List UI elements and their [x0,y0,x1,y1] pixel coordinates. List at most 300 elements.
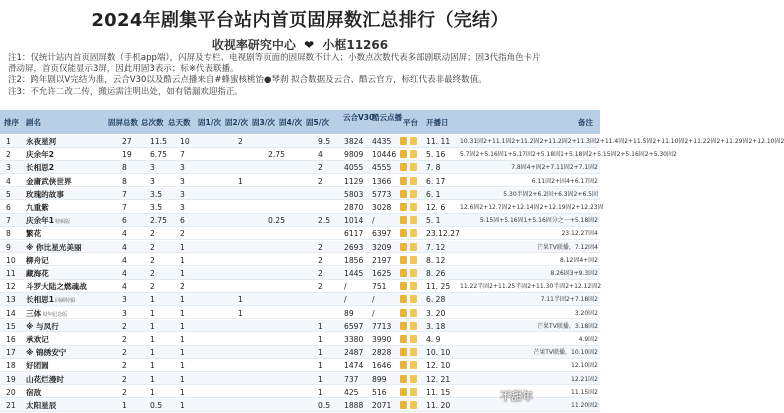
platform-icon [410,335,417,343]
date-cell: 6. 1 [426,189,441,199]
table-row [0,293,600,306]
platform-icon [410,322,417,330]
total-cell: 2 [122,335,127,344]
remark-cell: 5.15固+5.16固1+5.16固分之一+5.18固2 [479,217,598,225]
v30-cell: 2487 [344,348,364,358]
rank-cell: 14 [6,308,16,318]
table-row [0,307,600,320]
platform-icon [400,256,407,264]
v30-cell: 9809 [344,150,364,160]
date-cell: 11. 20 [426,401,451,410]
total-cell: 8 [122,176,127,186]
table-row [0,254,600,267]
total-cell: 19 [122,150,132,160]
ky-cell: 5773 [372,189,392,199]
ky-cell: 751 [372,282,387,292]
col-platform: 平台 [403,118,418,127]
total-cell: 8 [122,163,127,173]
v30-cell: 425 [344,387,359,397]
col-total: 固屏总数 [108,118,138,127]
remark-cell: 12.6固2+12.7固2+12.14固2+12.19固2+12.23固 [460,204,604,211]
platform-icon [410,190,417,198]
v30-cell: 1129 [344,176,364,186]
ky-cell: 4555 [372,163,392,173]
v30-cell: 6117 [344,229,364,239]
platform-icon [400,401,407,409]
remark-cell: 4.9固2 [578,336,598,343]
platform-icon [400,216,407,224]
date-cell: 12. 6 [426,203,446,212]
c4-cell: 1 [238,308,243,318]
date-cell: 5. 16 [426,150,446,160]
v30-cell: 6597 [344,321,364,331]
platform-icon [400,163,407,171]
col-c5: 固5/次 [306,118,329,127]
c6-cell: 2 [318,282,323,292]
platform-icon [410,269,417,277]
platform-icon [410,401,417,409]
remark-cell: 8.12固4+固2 [559,256,598,264]
date-cell: 12. 10 [426,361,451,371]
name-cell: 藏海花 [26,269,49,278]
v30-cell: 1888 [344,401,364,410]
platform-icon [400,335,407,343]
date-cell: 11. 11 [426,137,451,146]
date-cell: 5. 1 [426,216,441,226]
times-cell: 1 [150,374,155,384]
rank-cell: 19 [6,374,16,384]
table-row [0,201,604,214]
name-cell: 庆余年1特辑版 [26,216,71,226]
rank-cell: 17 [6,348,16,358]
ky-cell: / [372,216,375,226]
rank-cell: 12 [6,282,16,292]
col-days: 总天数 [168,118,191,127]
total-cell: 6 [122,216,127,226]
platform-icon [400,243,407,251]
name-cell: 繁花 [26,229,42,239]
col-name: 剧名 [26,118,41,127]
v30-cell: 737 [344,374,359,384]
ky-cell: 7713 [372,321,392,331]
ky-cell: 1366 [372,176,392,186]
times-cell: 1 [150,308,155,318]
total-cell: 2 [122,361,127,371]
remark-cell: 12.10固2 [571,362,598,370]
platform-icon [400,348,407,356]
rank-cell: 2 [6,150,11,160]
name-cell: 九重紫 [26,203,49,212]
days-cell: 2 [180,282,185,292]
days-cell: 7 [180,150,185,160]
days-cell: 3 [180,189,185,199]
days-cell: 3 [180,176,185,186]
platform-icon [410,203,417,211]
platform-icon [400,177,407,185]
date-cell: 6. 17 [426,176,446,186]
name-cell: 斗罗大陆之燃魂战 [26,282,87,292]
c6-cell: 2 [318,163,323,173]
platform-icon [410,216,417,224]
platform-icon [400,388,407,396]
c6-cell: 2 [318,242,323,252]
rank-cell: 4 [6,176,11,186]
name-tag: 特辑版 [55,219,71,226]
remark-cell: 5.7固2+5.16固1+5.17固2+5.18固1+5.18固2+5.15固2+5.16固2+5.30固2 [460,151,677,159]
name-cell: 庆余年2 [26,150,55,160]
heart-icon: ❤ [304,38,315,52]
ky-cell: 1625 [372,269,392,278]
total-cell: 4 [122,269,127,278]
name-cell: 金庸武侠世界 [26,176,72,186]
col-c1: 固1/次 [198,118,221,127]
c6-cell: 0.5 [318,401,331,410]
name-cell: ※ 你比星光美丽 [26,242,82,252]
date-cell: 10. 10 [426,348,451,358]
ky-cell: 2828 [372,348,392,358]
notes [8,53,594,98]
rank-cell: 8 [6,229,11,239]
total-cell: 3 [122,308,127,318]
c6-cell: 1 [318,374,323,384]
ky-cell: 10446 [372,150,397,160]
name-tag: 周年纪念版 [42,311,68,318]
rank-cell: 13 [6,295,16,305]
rank-cell: 10 [6,255,16,265]
table-row [0,227,600,240]
date-cell: 7. 12 [426,242,446,252]
total-cell: 27 [122,137,132,146]
remark-cell: 12.21固2 [571,375,598,383]
times-cell: 1 [150,335,155,344]
c6-cell: 9.5 [318,137,331,146]
header [0,0,600,109]
ky-cell: 3990 [372,335,392,344]
c4-cell: 2 [238,137,243,146]
page-title: 2024年剧集平台站内首页固屏数汇总排行（完结） [91,10,509,31]
days-cell: 6 [180,216,185,226]
c6-cell: 2 [318,176,323,186]
c6-cell: 2 [318,255,323,265]
c4-cell: 1 [238,295,243,305]
total-cell: 2 [122,374,127,384]
name-cell: 山花烂漫时 [26,374,64,384]
total-cell: 7 [122,189,127,199]
days-cell: 3 [180,163,185,173]
remark-cell: 7.11半固2+7.18固2 [540,296,598,304]
table-row [0,346,600,359]
days-cell: 1 [180,374,185,384]
watermark: 不甜年 [500,390,533,403]
date-cell: 7. 8 [426,163,441,173]
remark-cell: 芒果TV联播，7.12固4 [537,243,598,251]
date-cell: 8. 12 [426,255,446,265]
ky-cell: 3028 [372,203,392,212]
platform-icon [400,282,407,290]
ky-cell: 3209 [372,242,392,252]
remark-cell: 6.11固2+固4+6.17固2 [531,177,598,185]
v30-cell: 1445 [344,269,364,278]
table-row [0,161,600,174]
c6-cell: 1 [318,387,323,397]
date-cell: 3. 18 [426,321,446,331]
rank-cell: 9 [6,242,11,252]
platform-icon [410,375,417,383]
v30-cell: 1856 [344,255,364,265]
c6-cell: 1 [318,335,323,344]
times-cell: 2 [150,255,155,265]
col-times: 总次数 [141,118,164,127]
c5-cell: 2.75 [268,150,285,160]
times-cell: 3 [150,176,155,186]
platform-icon [400,375,407,383]
name-cell: 柳舟记 [26,255,49,265]
platform-icon [400,150,407,158]
rank-cell: 11 [6,269,16,278]
platform-icon [410,243,417,251]
remark-cell: 3.20固2 [574,309,598,317]
ky-cell: / [372,308,375,318]
name-cell: 长相思1回顾特辑 [26,295,76,305]
rank-cell: 15 [6,321,16,331]
name-tag: 回顾特辑 [55,298,76,305]
days-cell: 1 [180,269,185,278]
times-cell: 1 [150,295,155,305]
total-cell: 1 [122,401,127,410]
times-cell: 6.75 [150,150,167,160]
col-date: 开播日 [426,118,449,127]
table-row [0,359,600,372]
days-cell: 10 [180,137,190,146]
total-cell: 3 [122,295,127,305]
ky-cell: 2071 [372,401,392,410]
note-line: 注2：跨年剧以V完结为准，云合V30以及酷云点播来自#蜂蜜核桃饴●琴刹 拟合数据及云合、酷云官方，标红代表非最终数值。 [8,75,487,86]
remark-cell: 芒果TV联播，3.18固2 [537,322,598,330]
days-cell: 1 [180,321,185,331]
times-cell: 1 [150,387,155,397]
col-rank: 排序 [4,118,19,127]
platform-icon [400,229,407,237]
v30-cell: 2693 [344,242,364,252]
date-cell: 12. 21 [426,374,451,384]
days-cell: 1 [180,348,185,358]
times-cell: 0.5 [150,401,163,410]
remark-cell: 23.12.27固4 [561,230,598,238]
rank-cell: 5 [6,189,11,199]
name-cell: 长相思2 [26,163,55,173]
name-cell: ※ 与凤行 [26,321,59,331]
date-cell: 11. 15 [426,387,451,397]
platform-icon [400,295,407,303]
remark-cell: 芒果TV联播，10.10固2 [533,349,598,357]
total-cell: 7 [122,203,127,212]
platform-icon [410,163,417,171]
c6-cell: 1 [318,321,323,331]
note-line: 滑动屏，首页仅能显示3屏，因此用固3表示；标※代表联播。 [8,64,239,75]
table-row [0,320,600,333]
times-cell: 2 [150,242,155,252]
date-cell: 11. 25 [426,282,451,292]
v30-cell: 2870 [344,203,364,212]
remark-cell: 11.15固2 [571,388,598,396]
note-line: 注1：仅统计站内首页固屏数（手机app端），闪屏及专栏、电视剧等页面的固屏数不计入；小数点次数代表多部剧联动固屏；固3代指角色卡片 [8,53,541,63]
c5-cell: 0.25 [268,216,285,226]
handle: 小框11266 [322,38,389,52]
total-cell: 4 [122,282,127,292]
days-cell: 1 [180,255,185,265]
total-cell: 2 [122,321,127,331]
times-cell: 1 [150,321,155,331]
days-cell: 1 [180,335,185,344]
rank-cell: 21 [6,401,16,410]
days-cell: 1 [180,361,185,371]
rank-cell: 16 [6,335,16,344]
c6-cell: 1 [318,348,323,358]
remark-cell: 8.26固3+9.3固2 [550,270,598,277]
platform-icon [400,309,407,317]
ky-cell: 1646 [372,361,392,371]
table-row [0,148,677,161]
platform-icon [400,361,407,369]
table-row [0,188,600,201]
v30-cell: 3380 [344,335,364,344]
days-cell: 3 [180,203,185,212]
date-cell: 3. 20 [426,308,446,318]
times-cell: 3.5 [150,203,163,212]
note-line: 注3：不允许二改二传，搬运需注明出处，如有错漏欢迎指正。 [8,86,243,97]
name-cell: ※ 锦绣安宁 [26,348,67,358]
name-cell: 好团圆 [26,361,49,371]
ranking-table [0,110,784,413]
times-cell: 1 [150,361,155,371]
platform-icon [410,348,417,356]
c6-cell: 1 [318,361,323,371]
days-cell: 1 [180,401,185,410]
ky-cell: 2197 [372,255,392,265]
col-c3: 固3/次 [252,118,275,127]
c6-cell: 4 [318,150,323,160]
name-cell: 玫瑰的故事 [26,189,64,199]
times-cell: 2.75 [150,216,167,226]
v30-cell: 1474 [344,361,364,371]
table-row [0,175,600,188]
v30-cell: 89 [344,308,354,318]
ky-cell: 6397 [372,229,392,239]
platform-icon [410,388,417,396]
remark-cell: 5.30半固2+6.2固+6.3固2+6.5固 [503,190,598,198]
v30-cell: 5803 [344,189,364,199]
platform-icon [410,256,417,264]
platform-icon [410,282,417,290]
c4-cell: 1 [238,176,243,186]
days-cell: 2 [180,229,185,239]
ky-cell: / [372,295,375,305]
v30-cell: / [344,282,347,292]
remark-cell: 10.31固2+11.1固2+11.2固2+11.2固2+11.3固2+11.4固2+11.5固2+11.10固2+11.22固2+11.29固2+12.10固2 [460,138,784,145]
platform-icon [400,137,407,145]
total-cell: 4 [122,255,127,265]
table-row [0,280,600,293]
table-header [0,110,600,134]
table-row [0,373,600,386]
name-cell: 永夜星河 [26,137,57,146]
platform-icon [400,190,407,198]
total-cell: 2 [122,348,127,358]
date-cell: 6. 28 [426,295,446,305]
days-cell: 1 [180,295,185,305]
col-v30: 云合V30 [343,113,375,122]
name-cell: 宿敌 [26,387,42,397]
platform-icon [410,361,417,369]
name-cell: 太阳星辰 [26,401,57,410]
author: 收视率研究中心 [211,38,296,52]
times-cell: 2 [150,229,155,239]
platform-icon [410,177,417,185]
col-remark: 备注 [578,118,593,127]
times-cell: 3 [150,163,155,173]
date-cell: 4. 9 [426,335,441,344]
rank-cell: 6 [6,203,11,212]
ky-cell: 4435 [372,137,392,146]
remark-cell: 11.22半固2+11.25半固2+11.30半固2+12.12固2 [460,283,602,291]
times-cell: 2 [150,282,155,292]
v30-cell: 3824 [344,137,364,146]
c6-cell: 2 [318,269,323,278]
platform-icon [400,203,407,211]
v30-cell: / [344,295,347,305]
table-row [0,267,600,280]
table-row [0,135,784,148]
rank-cell: 1 [6,137,11,146]
total-cell: 4 [122,229,127,239]
remark-cell: 7.8固4+固2+7.11固2+7.1固2 [511,164,598,172]
ky-cell: 899 [372,374,387,384]
days-cell: 1 [180,308,185,318]
col-c4: 固4/次 [279,118,302,127]
times-cell: 1 [150,348,155,358]
col-ky: 酷云点播 [372,113,402,122]
platform-icon [410,309,417,317]
col-c2: 固2/次 [225,118,248,127]
times-cell: 2 [150,269,155,278]
rank-cell: 7 [6,216,11,226]
platform-icon [400,322,407,330]
platform-icon [410,229,417,237]
rank-cell: 20 [6,387,16,397]
v30-cell: 1014 [344,216,364,226]
date-cell: 23.12.27 [426,229,460,239]
name-cell: 三体周年纪念版 [26,308,68,318]
c6-cell: 2.5 [318,216,331,226]
v30-cell: 4055 [344,163,364,173]
subtitle [0,36,600,53]
platform-icon [410,150,417,158]
date-cell: 8. 26 [426,269,446,278]
name-cell: 承欢记 [26,335,49,344]
days-cell: 1 [180,387,185,397]
times-cell: 11.5 [150,137,167,146]
platform-icon [410,137,417,145]
times-cell: 3.5 [150,189,163,199]
total-cell: 2 [122,387,127,397]
rank-cell: 18 [6,361,16,371]
days-cell: 1 [180,242,185,252]
table-row [0,333,600,346]
platform-icon [400,269,407,277]
ky-cell: 516 [372,387,387,397]
table-row [0,241,600,254]
total-cell: 4 [122,242,127,252]
